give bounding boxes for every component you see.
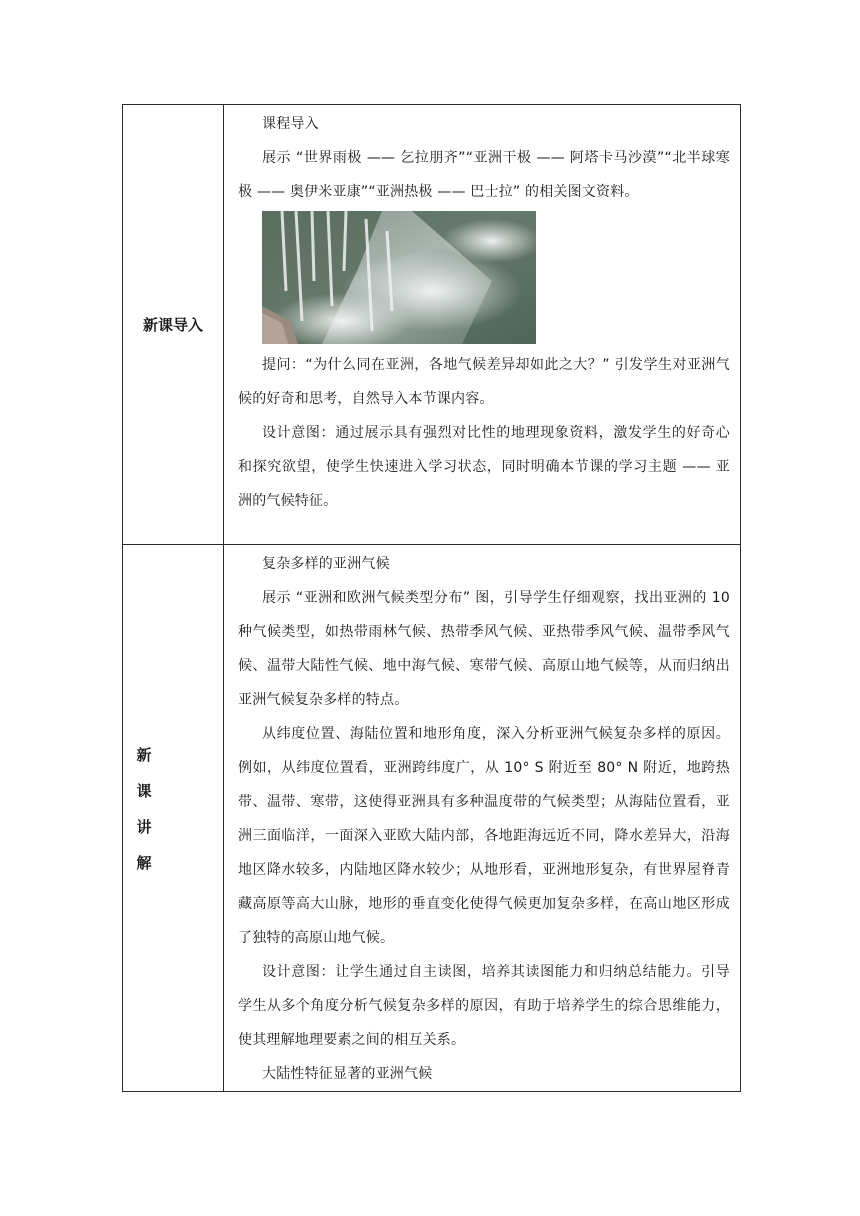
row-label-intro: 新课导入 xyxy=(123,105,224,545)
label-char: 课 xyxy=(136,782,152,800)
table-row-intro xyxy=(123,105,741,545)
section-heading-intro: 课程导入 xyxy=(262,116,319,132)
label-char: 解 xyxy=(136,854,152,872)
paragraph-intro-intent: 设计意图：通过展示具有强烈对比性的地理现象资料，激发学生的好奇心和探究欲望，使学生快速进入学习状态，同时明确本节课的学习主题 —— 亚洲的气候特征。 xyxy=(238,425,730,509)
paragraph-climate-types: 展示 “亚洲和欧洲气候类型分布” 图，引导学生仔细观察，找出亚洲的 10 种气候类型，如热带雨林气候、热带季风气候、亚热带季风气候、温带季风气候、温带大陆性气候、地中海气候、寒带气候、高原山地气候等，从而归纳出亚洲气候复杂多样的特点。 xyxy=(238,590,730,708)
row-label-lecture xyxy=(123,545,224,1092)
label-char: 新 xyxy=(136,746,152,764)
paragraph-intro-show: 展示 “世界雨极 —— 乞拉朋齐”“亚洲干极 —— 阿塔卡马沙漠”“北半球寒极 —— 奥伊米亚康”“亚洲热极 —— 巴士拉” 的相关图文资料。 xyxy=(238,150,730,200)
label-char: 讲 xyxy=(136,818,152,836)
mountain-waterfall-photo xyxy=(262,211,536,344)
section-heading-diverse-climate: 复杂多样的亚洲气候 xyxy=(262,556,390,572)
row-label-lecture-vertical xyxy=(136,737,152,881)
section-heading-continental-climate: 大陆性特征显著的亚洲气候 xyxy=(262,1066,433,1082)
paragraph-lecture-intent: 设计意图：让学生通过自主读图，培养其读图能力和归纳总结能力。引导学生从多个角度分析气候复杂多样的原因，有助于培养学生的综合思维能力，使其理解地理要素之间的相互关系。 xyxy=(238,964,730,1048)
lesson-plan-table xyxy=(122,104,741,1092)
content-cell-lecture xyxy=(224,545,741,1092)
paragraph-intro-question: 提问：“为什么同在亚洲，各地气候差异却如此之大？” 引发学生对亚洲气候的好奇和思考，自然导入本节课内容。 xyxy=(238,357,730,407)
table-row-lecture xyxy=(123,545,741,1092)
content-cell-intro xyxy=(224,105,741,545)
paragraph-climate-causes: 从纬度位置、海陆位置和地形角度，深入分析亚洲气候复杂多样的原因。例如，从纬度位置看，亚洲跨纬度广，从 10° S 附近至 80° N 附近，地跨热带、温带、寒带，这使得亚洲具有多种温度带的气候类型；从海陆位置看，亚洲三面临洋，一面深入亚欧大陆内部，各地距海远近不同，降水差异大，沿海地区降水较多，内陆地区降水较少；从地形看，亚洲地形复杂，有世界屋脊青藏高原等高大山脉，地形的垂直变化使得气候更加复杂多样，在高山地区形成了独特的高原山地气候。 xyxy=(238,726,730,946)
